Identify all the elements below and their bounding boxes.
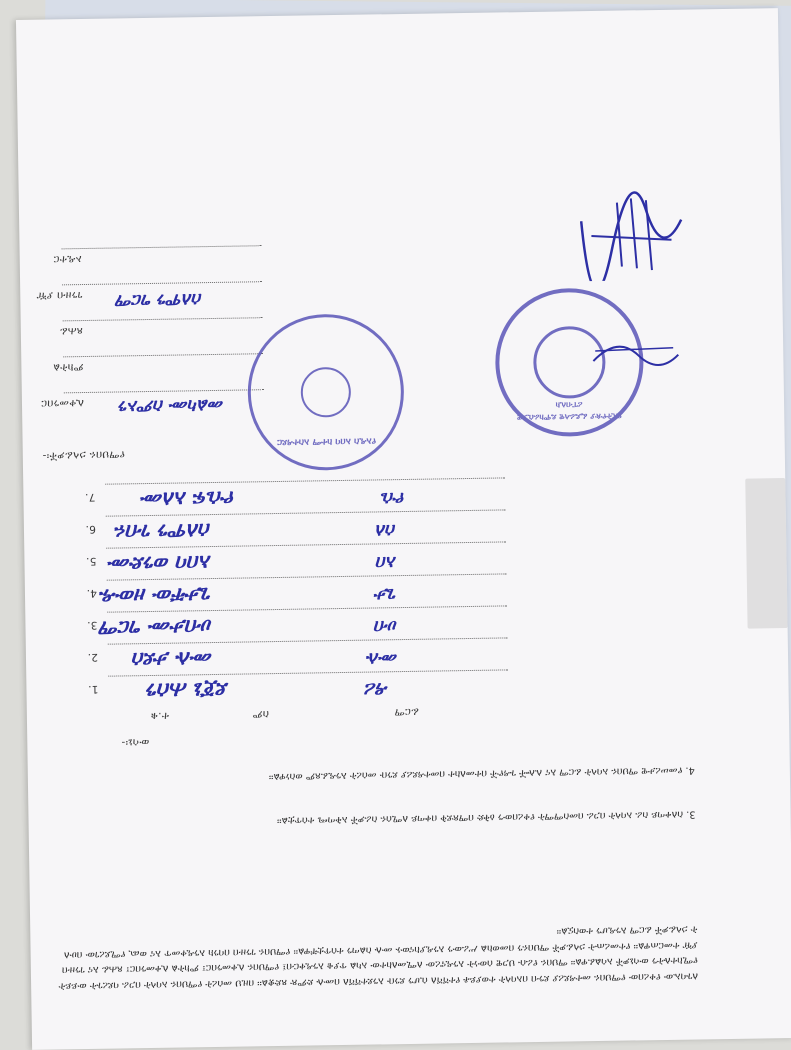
stamp-text: የኢትዮጵያ ፌዴራላዊ ዴሞክራሲያዊ ሪፐብሊክ [516, 400, 622, 423]
col-name-header: ስም [252, 708, 269, 721]
officer-line [63, 353, 263, 357]
signatory-name: ሙሉ ታደሰ [132, 647, 214, 673]
officer-line [63, 317, 263, 321]
item-3-text: 3. ስለቀጣይ ስራ አባላት በጋራ በመስማማት የቀረበውን ዕቅድ በማጽደቅ በቀጣይ ለሚሰሩ ስራዎች አቅጣጫ ተሰጥቷል። [276, 808, 696, 827]
row-number: 4. [86, 586, 98, 600]
row-number: 5. [85, 554, 97, 568]
officer-role: ጸሐፊ [59, 325, 83, 338]
officer-role: ምክትል [52, 361, 84, 374]
decision-label: ውሳኔ፡- [121, 736, 150, 749]
stamp-text: የአዲስ አበባ ከተማ አስተዳደር [277, 435, 377, 447]
signature-line [105, 477, 505, 484]
scanned-page [16, 8, 791, 1050]
flipped-content [16, 8, 791, 1050]
signatory-signature: አበ [376, 552, 397, 573]
row-number: 1. [87, 682, 99, 696]
officer-role: ኦዲተር [53, 253, 82, 266]
signatory-name: ሰለሞን ገብሩ [115, 519, 212, 545]
col-sign-header: ፊርማ [394, 705, 419, 719]
signatory-signature: ሰለ [375, 520, 397, 541]
signatory-name: ጌታቸው ዘውዱ [99, 583, 213, 609]
round-stamp-left [247, 313, 405, 471]
officer-line [62, 281, 262, 285]
officer-line [62, 245, 262, 249]
officers-label: የማህበሩ ኃላፊዎች፡- [42, 448, 125, 462]
item-4-text: 4. የመሠረታዊ ማህበሩ አባላት ፊርማ እና ሌሎች ጉዳዮች በተመለከተ በመተዳደሪያ ደንቡ መሰረት እንዲፈጸም ወስነዋል። [268, 764, 695, 783]
col-no-header: ተ.ቁ [150, 709, 169, 723]
stamp-emblem [300, 367, 351, 418]
officer-signature-scribble [571, 189, 692, 281]
scan-shadow [745, 478, 787, 629]
signatory-signature: ሀብ [374, 616, 398, 637]
officer-name: ሰለሞን ግርማ [116, 289, 203, 311]
row-number: 3. [86, 618, 98, 632]
signatory-signature: ጌታ [375, 584, 398, 605]
officer-line [64, 389, 264, 393]
officer-name: መልካሙ ስምኦን [119, 394, 225, 417]
row-number: 7. [84, 490, 96, 504]
row-number: 6. [85, 522, 97, 536]
officer-role: ገንዘብ ያዥ [36, 289, 83, 302]
signatory-signature: ዮሴ [381, 487, 406, 509]
signatory-name: ደጀኔ ሐሰን [146, 677, 229, 705]
signatory-name: ዮሴፍ አለሙ [141, 486, 236, 513]
signatory-signature: ሙሉ [366, 648, 399, 669]
signatory-name: ሀብታሙ ግርማ [100, 615, 213, 641]
intro-paragraph: ለጉባኤው የቀረበው የማህበሩ መተዳደሪያ ደንብ በአባላት ተወያይቶ የተሻሻለ ሲሆን ደንቡ እንደተሻሻለ በሙሉ ድምጽ ጸድቋል። በዚህ መሰረት የማህበሩ አባላት በጋራ ባደረጉት ውይይት የሚከተሉትን ውሳኔዎች አሳልፈዋል። ማህበሩ የራሱ ህጋዊ ሰውነት እንዲኖረው ለሚመለከተው አካል ጥያቄ እንዲቀርብ፤ የማህበሩ ሊቀመንበር፣ ምክትል ሊቀመንበር፣ ጸሐፊ እና ገንዘብ ያዥ ተመርጠዋል። የተመረጡት ኃላፊዎች ማህበሩን በመወከል ሥራውን እንዲያከናውኑ ሙሉ ስልጣን ተሰጥቷቸዋል። የማህበሩ ገንዘብ በባንክ እንዲቀመጥ እና ወጪ የሚደረገው በሁለት ኃላፊዎች ፊርማ እንዲሆን ተወስኗል። [55, 923, 699, 992]
officer-role: ሊቀመንበር [40, 397, 85, 410]
signatory-name: አበባ ወንድሙ [108, 551, 212, 577]
row-number: 2. [87, 650, 99, 664]
officer-signature-small [583, 340, 684, 382]
signatory-signature: ዳሪ [365, 678, 389, 701]
